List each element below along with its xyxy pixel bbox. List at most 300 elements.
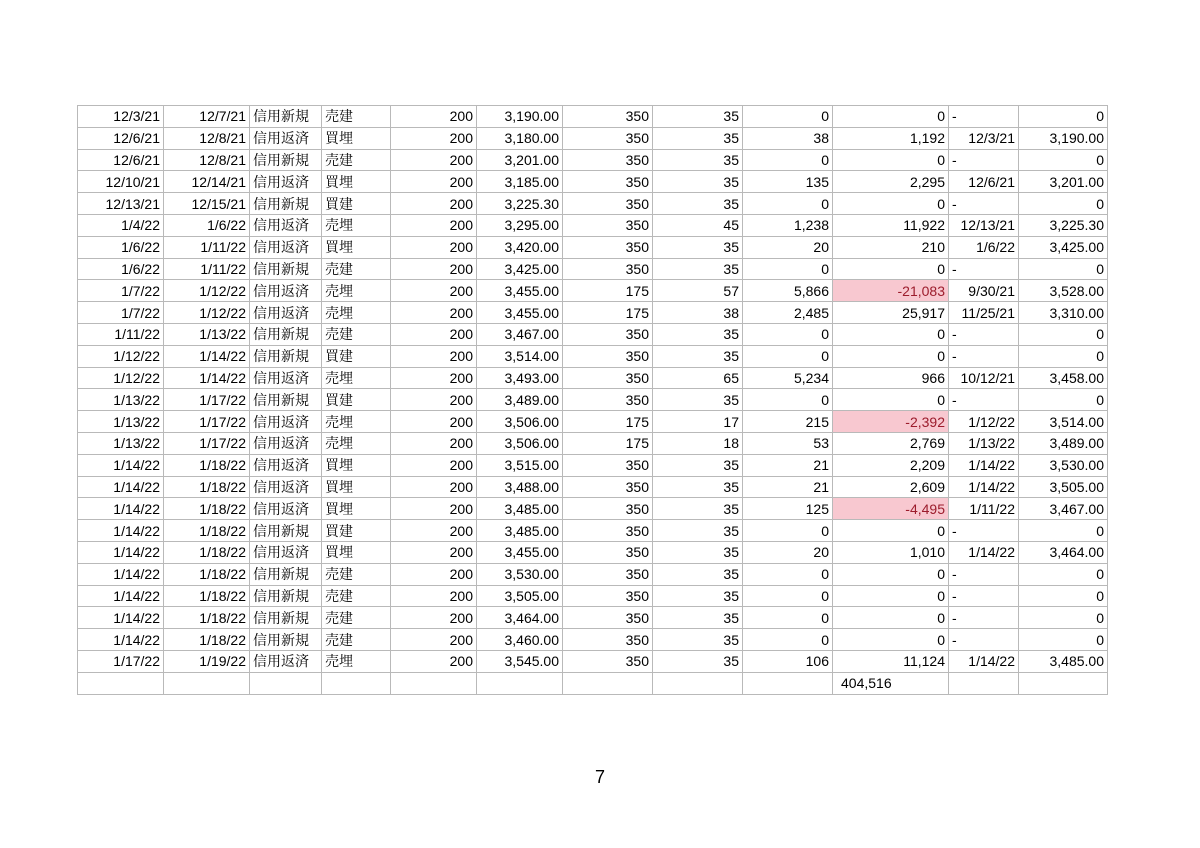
settle-date-cell: 1/11/22 <box>164 258 250 280</box>
profit-cell: 2,295 <box>833 171 949 193</box>
open-date-cell: 1/6/22 <box>949 236 1019 258</box>
entry-date-cell: 1/17/22 <box>78 650 164 672</box>
entry-date-cell: 1/14/22 <box>78 520 164 542</box>
price-cell: 3,485.00 <box>477 498 563 520</box>
open-date-cell: 1/13/22 <box>949 432 1019 454</box>
entry-date-cell: 1/14/22 <box>78 607 164 629</box>
open-price-cell: 0 <box>1019 389 1108 411</box>
side-cell: 買埋 <box>322 236 391 258</box>
entry-date-cell: 1/14/22 <box>78 541 164 563</box>
open-price-cell: 3,505.00 <box>1019 476 1108 498</box>
trade-type-cell: 信用返済 <box>250 236 322 258</box>
settle-date-cell: 12/14/21 <box>164 171 250 193</box>
side-cell: 買埋 <box>322 476 391 498</box>
quantity-cell: 200 <box>391 541 477 563</box>
quantity-cell: 200 <box>391 149 477 171</box>
table-row <box>78 541 1108 563</box>
side-cell: 売埋 <box>322 432 391 454</box>
profit-cell: -2,392 <box>833 411 949 433</box>
fee-cell: 350 <box>563 454 653 476</box>
interest-cell: 35 <box>653 650 743 672</box>
fee-cell: 350 <box>563 214 653 236</box>
open-date-cell: 10/12/21 <box>949 367 1019 389</box>
settle-date-cell: 1/18/22 <box>164 563 250 585</box>
settle-date-cell: 1/18/22 <box>164 454 250 476</box>
quantity-cell: 200 <box>391 106 477 128</box>
open-price-cell: 0 <box>1019 629 1108 651</box>
trade-type-cell: 信用返済 <box>250 214 322 236</box>
fee-cell: 175 <box>563 411 653 433</box>
interest-cell: 17 <box>653 411 743 433</box>
profit-cell: 0 <box>833 520 949 542</box>
fee-cell: 175 <box>563 432 653 454</box>
fee-cell: 350 <box>563 498 653 520</box>
total-profit: 404,516 <box>833 672 949 694</box>
interest-cell: 35 <box>653 149 743 171</box>
side-cell: 売埋 <box>322 411 391 433</box>
open-date-cell: - <box>949 193 1019 215</box>
interest-cell: 35 <box>653 541 743 563</box>
quantity-cell: 200 <box>391 171 477 193</box>
interest-cell: 57 <box>653 280 743 302</box>
tax-cell: 1,238 <box>743 214 833 236</box>
interest-cell: 35 <box>653 476 743 498</box>
trade-table <box>77 105 1108 695</box>
open-price-cell: 0 <box>1019 106 1108 128</box>
interest-cell: 35 <box>653 585 743 607</box>
tax-cell: 106 <box>743 650 833 672</box>
trade-type-cell: 信用返済 <box>250 650 322 672</box>
table-row <box>78 280 1108 302</box>
settle-date-cell: 1/18/22 <box>164 476 250 498</box>
settle-date-cell: 1/12/22 <box>164 280 250 302</box>
entry-date-cell: 1/7/22 <box>78 302 164 324</box>
open-price-cell: 0 <box>1019 520 1108 542</box>
price-cell: 3,493.00 <box>477 367 563 389</box>
quantity-cell: 200 <box>391 585 477 607</box>
interest-cell: 35 <box>653 345 743 367</box>
trade-type-cell: 信用返済 <box>250 302 322 324</box>
settle-date-cell: 1/17/22 <box>164 411 250 433</box>
side-cell: 買建 <box>322 520 391 542</box>
settle-date-cell: 1/12/22 <box>164 302 250 324</box>
quantity-cell: 200 <box>391 280 477 302</box>
profit-cell: 11,124 <box>833 650 949 672</box>
entry-date-cell: 1/14/22 <box>78 454 164 476</box>
tax-cell: 0 <box>743 585 833 607</box>
tax-cell: 0 <box>743 389 833 411</box>
tax-cell: 53 <box>743 432 833 454</box>
open-price-cell: 0 <box>1019 563 1108 585</box>
trade-type-cell: 信用返済 <box>250 367 322 389</box>
settle-date-cell: 12/8/21 <box>164 149 250 171</box>
settle-date-cell: 1/17/22 <box>164 432 250 454</box>
trade-type-cell: 信用新規 <box>250 629 322 651</box>
quantity-cell: 200 <box>391 258 477 280</box>
fee-cell: 350 <box>563 149 653 171</box>
settle-date-cell: 1/14/22 <box>164 367 250 389</box>
interest-cell: 35 <box>653 193 743 215</box>
trade-type-cell: 信用新規 <box>250 585 322 607</box>
trade-type-cell: 信用新規 <box>250 106 322 128</box>
quantity-cell: 200 <box>391 367 477 389</box>
trade-type-cell: 信用返済 <box>250 476 322 498</box>
open-date-cell: - <box>949 585 1019 607</box>
open-date-cell: - <box>949 520 1019 542</box>
tax-cell: 0 <box>743 149 833 171</box>
entry-date-cell: 1/14/22 <box>78 563 164 585</box>
trade-type-cell: 信用返済 <box>250 411 322 433</box>
quantity-cell: 200 <box>391 302 477 324</box>
tax-cell: 215 <box>743 411 833 433</box>
profit-cell: 0 <box>833 106 949 128</box>
page-number: 7 <box>594 767 605 787</box>
settle-date-cell: 1/18/22 <box>164 541 250 563</box>
tax-cell: 38 <box>743 127 833 149</box>
table-row <box>78 323 1108 345</box>
trade-type-cell: 信用新規 <box>250 389 322 411</box>
fee-cell: 350 <box>563 476 653 498</box>
quantity-cell: 200 <box>391 345 477 367</box>
open-price-cell: 0 <box>1019 607 1108 629</box>
settle-date-cell: 1/17/22 <box>164 389 250 411</box>
side-cell: 買建 <box>322 345 391 367</box>
table-row <box>78 389 1108 411</box>
entry-date-cell: 12/6/21 <box>78 149 164 171</box>
quantity-cell: 200 <box>391 432 477 454</box>
open-date-cell: 1/14/22 <box>949 541 1019 563</box>
quantity-cell: 200 <box>391 520 477 542</box>
side-cell: 売埋 <box>322 367 391 389</box>
entry-date-cell: 1/14/22 <box>78 476 164 498</box>
interest-cell: 35 <box>653 607 743 629</box>
entry-date-cell: 1/14/22 <box>78 629 164 651</box>
table-row <box>78 302 1108 324</box>
trade-type-cell: 信用返済 <box>250 171 322 193</box>
table-row <box>78 258 1108 280</box>
settle-date-cell: 1/18/22 <box>164 498 250 520</box>
open-price-cell: 3,464.00 <box>1019 541 1108 563</box>
open-price-cell: 3,467.00 <box>1019 498 1108 520</box>
open-price-cell: 0 <box>1019 193 1108 215</box>
table-row <box>78 607 1108 629</box>
settle-date-cell: 12/8/21 <box>164 127 250 149</box>
fee-cell: 175 <box>563 280 653 302</box>
fee-cell: 350 <box>563 258 653 280</box>
fee-cell: 350 <box>563 127 653 149</box>
profit-cell: 1,010 <box>833 541 949 563</box>
open-price-cell: 3,458.00 <box>1019 367 1108 389</box>
side-cell: 買埋 <box>322 454 391 476</box>
price-cell: 3,455.00 <box>477 541 563 563</box>
settle-date-cell: 1/14/22 <box>164 345 250 367</box>
trade-type-cell: 信用新規 <box>250 258 322 280</box>
fee-cell: 350 <box>563 171 653 193</box>
settle-date-cell: 1/19/22 <box>164 650 250 672</box>
price-cell: 3,530.00 <box>477 563 563 585</box>
settle-date-cell: 1/11/22 <box>164 236 250 258</box>
side-cell: 売建 <box>322 149 391 171</box>
profit-cell: 966 <box>833 367 949 389</box>
quantity-cell: 200 <box>391 214 477 236</box>
settle-date-cell: 1/13/22 <box>164 323 250 345</box>
interest-cell: 65 <box>653 367 743 389</box>
fee-cell: 350 <box>563 323 653 345</box>
total-cell-empty <box>164 672 250 694</box>
settle-date-cell: 12/15/21 <box>164 193 250 215</box>
side-cell: 売建 <box>322 258 391 280</box>
table-row <box>78 236 1108 258</box>
profit-cell: 0 <box>833 345 949 367</box>
open-date-cell: - <box>949 345 1019 367</box>
profit-cell: 0 <box>833 323 949 345</box>
table-row <box>78 520 1108 542</box>
open-date-cell: 9/30/21 <box>949 280 1019 302</box>
open-price-cell: 0 <box>1019 149 1108 171</box>
price-cell: 3,506.00 <box>477 411 563 433</box>
price-cell: 3,185.00 <box>477 171 563 193</box>
table-row <box>78 411 1108 433</box>
tax-cell: 20 <box>743 236 833 258</box>
fee-cell: 350 <box>563 367 653 389</box>
entry-date-cell: 1/6/22 <box>78 236 164 258</box>
open-price-cell: 3,310.00 <box>1019 302 1108 324</box>
open-date-cell: - <box>949 323 1019 345</box>
table-row <box>78 345 1108 367</box>
table-row <box>78 127 1108 149</box>
profit-cell: 2,209 <box>833 454 949 476</box>
quantity-cell: 200 <box>391 454 477 476</box>
settle-date-cell: 1/18/22 <box>164 629 250 651</box>
open-date-cell: 12/6/21 <box>949 171 1019 193</box>
tax-cell: 0 <box>743 563 833 585</box>
trade-type-cell: 信用新規 <box>250 193 322 215</box>
tax-cell: 0 <box>743 629 833 651</box>
open-price-cell: 0 <box>1019 345 1108 367</box>
price-cell: 3,464.00 <box>477 607 563 629</box>
fee-cell: 175 <box>563 302 653 324</box>
table-row <box>78 367 1108 389</box>
open-date-cell: - <box>949 629 1019 651</box>
quantity-cell: 200 <box>391 323 477 345</box>
price-cell: 3,420.00 <box>477 236 563 258</box>
price-cell: 3,201.00 <box>477 149 563 171</box>
price-cell: 3,455.00 <box>477 280 563 302</box>
total-cell-empty <box>250 672 322 694</box>
total-cell-empty <box>477 672 563 694</box>
table-row <box>78 629 1108 651</box>
table-row <box>78 171 1108 193</box>
tax-cell: 2,485 <box>743 302 833 324</box>
total-cell-empty <box>391 672 477 694</box>
entry-date-cell: 1/7/22 <box>78 280 164 302</box>
side-cell: 売埋 <box>322 214 391 236</box>
tax-cell: 0 <box>743 106 833 128</box>
tax-cell: 0 <box>743 607 833 629</box>
fee-cell: 350 <box>563 345 653 367</box>
total-row <box>78 672 1108 694</box>
trade-type-cell: 信用新規 <box>250 520 322 542</box>
interest-cell: 35 <box>653 236 743 258</box>
profit-cell: 0 <box>833 585 949 607</box>
profit-cell: 0 <box>833 563 949 585</box>
trade-type-cell: 信用新規 <box>250 323 322 345</box>
settle-date-cell: 1/18/22 <box>164 520 250 542</box>
side-cell: 買埋 <box>322 127 391 149</box>
tax-cell: 125 <box>743 498 833 520</box>
open-date-cell: - <box>949 258 1019 280</box>
table-row <box>78 454 1108 476</box>
price-cell: 3,514.00 <box>477 345 563 367</box>
open-price-cell: 3,485.00 <box>1019 650 1108 672</box>
side-cell: 売埋 <box>322 650 391 672</box>
interest-cell: 35 <box>653 498 743 520</box>
side-cell: 買埋 <box>322 541 391 563</box>
quantity-cell: 200 <box>391 476 477 498</box>
fee-cell: 350 <box>563 193 653 215</box>
interest-cell: 35 <box>653 127 743 149</box>
profit-cell: 0 <box>833 607 949 629</box>
interest-cell: 18 <box>653 432 743 454</box>
profit-cell: 2,769 <box>833 432 949 454</box>
trade-type-cell: 信用返済 <box>250 432 322 454</box>
tax-cell: 0 <box>743 193 833 215</box>
quantity-cell: 200 <box>391 607 477 629</box>
open-date-cell: 1/14/22 <box>949 454 1019 476</box>
profit-cell: -4,495 <box>833 498 949 520</box>
interest-cell: 38 <box>653 302 743 324</box>
side-cell: 売埋 <box>322 280 391 302</box>
table-row <box>78 650 1108 672</box>
table-row <box>78 193 1108 215</box>
open-date-cell: - <box>949 106 1019 128</box>
tax-cell: 5,866 <box>743 280 833 302</box>
entry-date-cell: 12/10/21 <box>78 171 164 193</box>
quantity-cell: 200 <box>391 498 477 520</box>
price-cell: 3,295.00 <box>477 214 563 236</box>
profit-cell: -21,083 <box>833 280 949 302</box>
price-cell: 3,225.30 <box>477 193 563 215</box>
fee-cell: 350 <box>563 563 653 585</box>
open-date-cell: 1/12/22 <box>949 411 1019 433</box>
settle-date-cell: 1/6/22 <box>164 214 250 236</box>
quantity-cell: 200 <box>391 389 477 411</box>
open-price-cell: 3,530.00 <box>1019 454 1108 476</box>
tax-cell: 0 <box>743 258 833 280</box>
fee-cell: 350 <box>563 236 653 258</box>
entry-date-cell: 12/6/21 <box>78 127 164 149</box>
table-row <box>78 585 1108 607</box>
side-cell: 売建 <box>322 607 391 629</box>
entry-date-cell: 12/3/21 <box>78 106 164 128</box>
settle-date-cell: 1/18/22 <box>164 585 250 607</box>
price-cell: 3,180.00 <box>477 127 563 149</box>
profit-cell: 2,609 <box>833 476 949 498</box>
total-cell-empty <box>78 672 164 694</box>
interest-cell: 35 <box>653 258 743 280</box>
price-cell: 3,488.00 <box>477 476 563 498</box>
profit-cell: 25,917 <box>833 302 949 324</box>
trade-type-cell: 信用新規 <box>250 607 322 629</box>
tax-cell: 0 <box>743 520 833 542</box>
entry-date-cell: 1/4/22 <box>78 214 164 236</box>
profit-cell: 0 <box>833 193 949 215</box>
side-cell: 売埋 <box>322 302 391 324</box>
open-price-cell: 3,190.00 <box>1019 127 1108 149</box>
entry-date-cell: 1/13/22 <box>78 411 164 433</box>
trade-type-cell: 信用新規 <box>250 563 322 585</box>
price-cell: 3,425.00 <box>477 258 563 280</box>
side-cell: 売建 <box>322 563 391 585</box>
table-row <box>78 149 1108 171</box>
side-cell: 売建 <box>322 585 391 607</box>
tax-cell: 0 <box>743 323 833 345</box>
entry-date-cell: 1/12/22 <box>78 367 164 389</box>
entry-date-cell: 1/14/22 <box>78 498 164 520</box>
tax-cell: 20 <box>743 541 833 563</box>
interest-cell: 45 <box>653 214 743 236</box>
price-cell: 3,485.00 <box>477 520 563 542</box>
profit-cell: 0 <box>833 149 949 171</box>
price-cell: 3,190.00 <box>477 106 563 128</box>
trade-type-cell: 信用新規 <box>250 345 322 367</box>
fee-cell: 350 <box>563 650 653 672</box>
fee-cell: 350 <box>563 585 653 607</box>
total-cell-empty <box>322 672 391 694</box>
fee-cell: 350 <box>563 629 653 651</box>
interest-cell: 35 <box>653 106 743 128</box>
interest-cell: 35 <box>653 563 743 585</box>
total-cell-empty <box>1019 672 1108 694</box>
open-date-cell: 1/14/22 <box>949 650 1019 672</box>
total-cell-empty <box>743 672 833 694</box>
table-row <box>78 214 1108 236</box>
interest-cell: 35 <box>653 389 743 411</box>
tax-cell: 5,234 <box>743 367 833 389</box>
open-price-cell: 3,528.00 <box>1019 280 1108 302</box>
side-cell: 買埋 <box>322 498 391 520</box>
side-cell: 買建 <box>322 193 391 215</box>
price-cell: 3,505.00 <box>477 585 563 607</box>
price-cell: 3,506.00 <box>477 432 563 454</box>
profit-cell: 0 <box>833 389 949 411</box>
quantity-cell: 200 <box>391 236 477 258</box>
open-price-cell: 3,514.00 <box>1019 411 1108 433</box>
price-cell: 3,545.00 <box>477 650 563 672</box>
price-cell: 3,467.00 <box>477 323 563 345</box>
tax-cell: 135 <box>743 171 833 193</box>
fee-cell: 350 <box>563 520 653 542</box>
entry-date-cell: 12/13/21 <box>78 193 164 215</box>
profit-cell: 0 <box>833 258 949 280</box>
entry-date-cell: 1/11/22 <box>78 323 164 345</box>
tax-cell: 21 <box>743 476 833 498</box>
open-price-cell: 3,201.00 <box>1019 171 1108 193</box>
side-cell: 買建 <box>322 389 391 411</box>
table-row <box>78 476 1108 498</box>
quantity-cell: 200 <box>391 193 477 215</box>
price-cell: 3,489.00 <box>477 389 563 411</box>
trade-type-cell: 信用返済 <box>250 280 322 302</box>
table-row <box>78 498 1108 520</box>
price-cell: 3,460.00 <box>477 629 563 651</box>
side-cell: 売建 <box>322 323 391 345</box>
fee-cell: 350 <box>563 389 653 411</box>
entry-date-cell: 1/14/22 <box>78 585 164 607</box>
entry-date-cell: 1/13/22 <box>78 432 164 454</box>
table-row <box>78 432 1108 454</box>
fee-cell: 350 <box>563 607 653 629</box>
